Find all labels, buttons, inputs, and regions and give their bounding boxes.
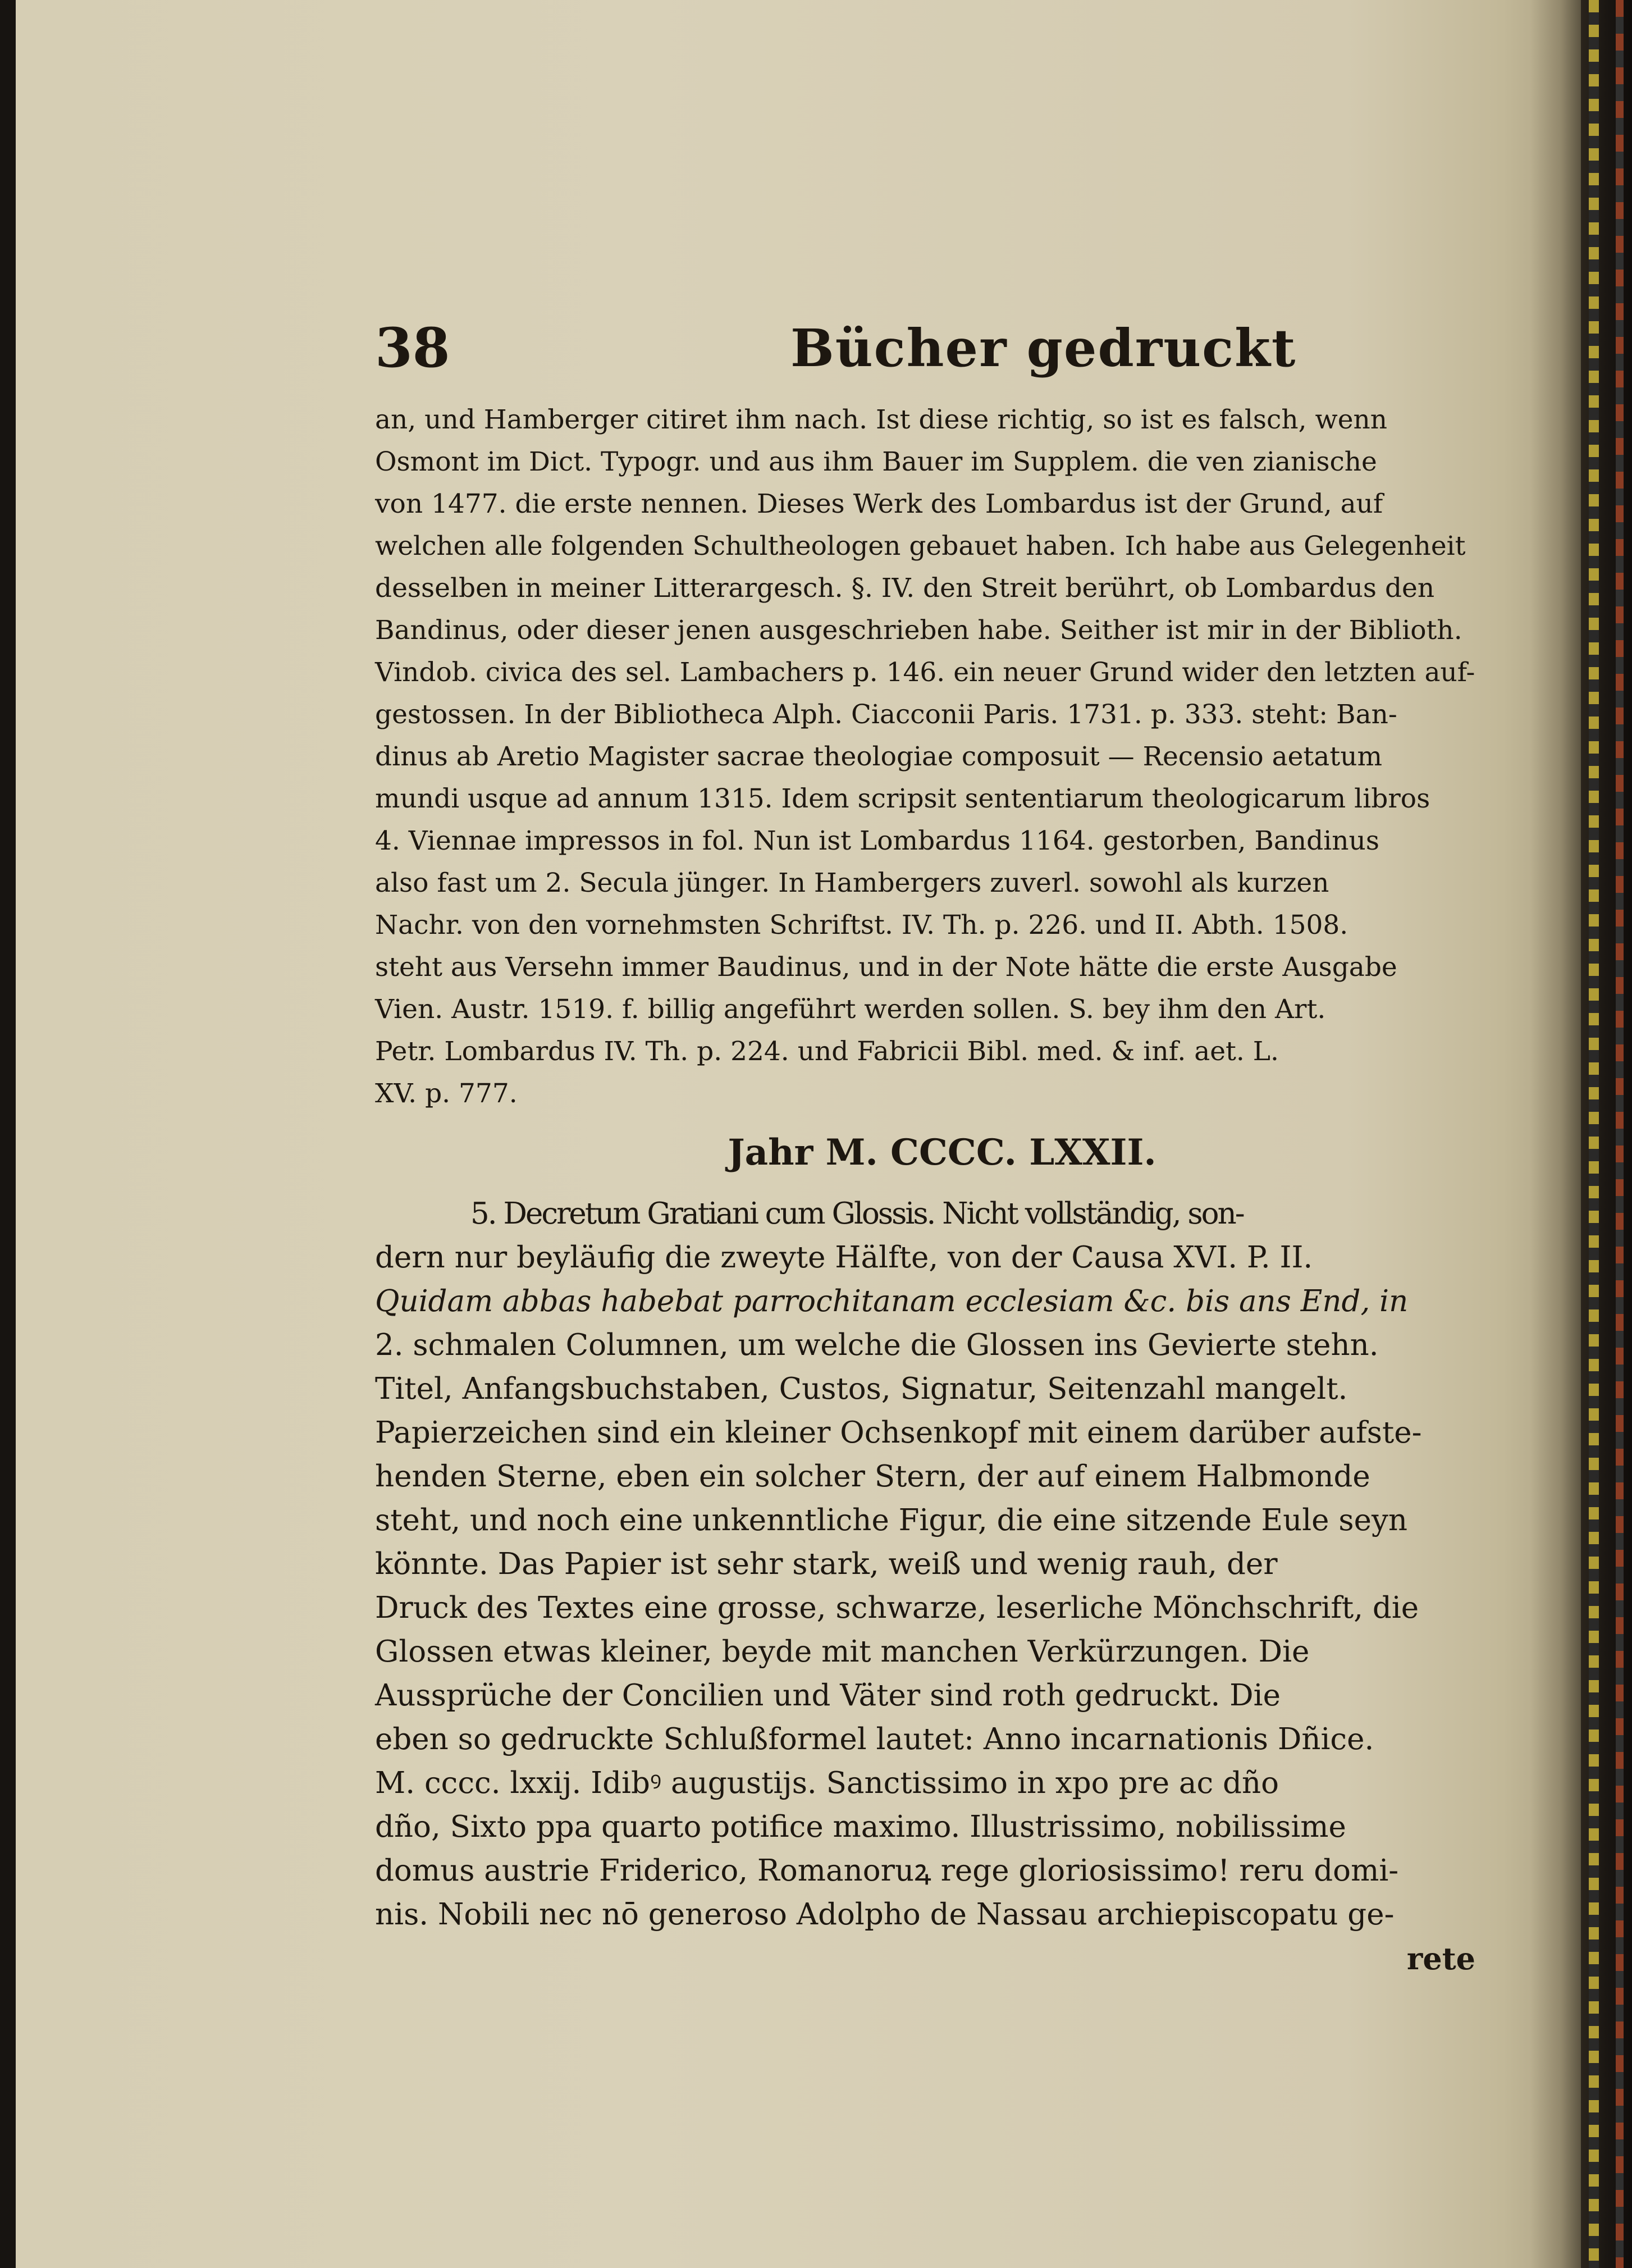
text-line: dinus ab Aretio Magister sacrae theologiae composuit — Recensio aetatum (375, 741, 1383, 772)
text-line: 5. Decretum Gratiani cum Glossis. Nicht vollständig, son- (470, 1197, 1244, 1231)
text-line: steht aus Versehn immer Baudinus, und in der Note hätte die erste Ausgabe (375, 952, 1397, 983)
running-head (375, 314, 1509, 399)
text-line: gestossen. In der Bibliotheca Alph. Ciacconii Paris. 1731. p. 333. steht: Ban- (375, 699, 1397, 730)
text-line: an, und Hamberger citiret ihm nach. Ist diese richtig, so ist es falsch, wenn (375, 404, 1388, 435)
text-line: Osmont im Dict. Typogr. und aus ihm Bauer im Supplem. die ven zianische (375, 446, 1377, 477)
text-line: M. cccc. lxxij. Idibꝰ augustijs. Sanctissimo in xpo pre ac dño (375, 1766, 1279, 1800)
text-line: Vien. Austr. 1519. f. billig angeführt werden sollen. S. bey ihm den Art. (375, 994, 1326, 1025)
text-line: dern nur beyläufig die zweyte Hälfte, von der Causa XVI. P. II. (375, 1240, 1313, 1275)
text-line: mundi usque ad annum 1315. Idem scripsit sententiarum theologicarum libros (375, 783, 1430, 814)
paragraph-lombardus (375, 399, 1509, 1115)
text-line: dño, Sixto ppa quarto potifice maximo. Illustrissimo, nobilissime (375, 1810, 1346, 1844)
text-line: XV. p. 777. (375, 1078, 518, 1109)
text-line: Druck des Textes eine grosse, schwarze, leserliche Mönchschrift, die (375, 1591, 1419, 1625)
color-scale-bar (1589, 0, 1599, 2268)
text-line: Aussprüche der Concilien und Väter sind roth gedruckt. Die (375, 1678, 1281, 1713)
text-line: Papierzeichen sind ein kleiner Ochsenkopf mit einem darüber aufste- (375, 1416, 1422, 1450)
text-line: eben so gedruckte Schlußformel lautet: Anno incarnationis Dñice. (375, 1722, 1374, 1756)
color-scale-bar-secondary (1616, 0, 1624, 2268)
text-line: desselben in meiner Litterargesch. §. IV. den Streit berührt, ob Lombardus den (375, 573, 1435, 604)
page-number: 38 (375, 316, 450, 380)
paragraph-decretum (375, 1192, 1509, 1980)
text-line: nis. Nobili nec nō generoso Adolpho de Nassau archiepiscopatu ge- (375, 1897, 1395, 1932)
section-heading: Jahr M. CCCC. LXXII. (728, 1131, 1156, 1174)
page-content (375, 314, 1509, 1980)
text-line: Nachr. von den vornehmsten Schriftst. IV. Th. p. 226. und II. Abth. 1508. (375, 910, 1348, 941)
catchword: rete (1406, 1941, 1475, 1977)
text-line: welchen alle folgenden Schultheologen gebauet haben. Ich habe aus Gelegenheit (375, 531, 1466, 562)
text-line: also fast um 2. Secula jünger. In Hambergers zuverl. sowohl als kurzen (375, 868, 1329, 898)
text-line: Vindob. civica des sel. Lambachers p. 146. ein neuer Grund wider den letzten auf- (375, 657, 1475, 688)
text-line: Bandinus, oder dieser jenen ausgeschrieben habe. Seither ist mir in der Biblioth. (375, 615, 1462, 646)
text-line: Glossen etwas kleiner, beyde mit manchen Verkürzungen. Die (375, 1635, 1310, 1669)
paper-edge-shadow (1530, 0, 1581, 2268)
text-line: Titel, Anfangsbuchstaben, Custos, Signatur, Seitenzahl mangelt. (375, 1372, 1348, 1406)
text-line: von 1477. die erste nennen. Dieses Werk des Lombardus ist der Grund, auf (375, 489, 1383, 519)
text-line: steht, und noch eine unkenntliche Figur, die eine sitzende Eule seyn (375, 1503, 1408, 1537)
text-line: 4. Viennae impressos in fol. Nun ist Lombardus 1164. gestorben, Bandinus (375, 825, 1379, 856)
text-line: 2. schmalen Columnen, um welche die Glossen ins Gevierte stehn. (375, 1328, 1379, 1362)
running-title: Bücher gedruckt (790, 318, 1297, 378)
text-line: henden Sterne, eben ein solcher Stern, der auf einem Halbmonde (375, 1459, 1370, 1494)
text-line: Quidam abbas habebat parrochitanam ecclesiam &c. bis ans End, in (375, 1284, 1409, 1318)
text-line: Petr. Lombardus IV. Th. p. 224. und Fabricii Bibl. med. & inf. aet. L. (375, 1036, 1279, 1067)
text-line: könnte. Das Papier ist sehr stark, weiß und wenig rauh, der (375, 1547, 1278, 1581)
text-line: domus austrie Friderico, Romanoruꝝ rege gloriosissimo! reru domi- (375, 1854, 1399, 1888)
